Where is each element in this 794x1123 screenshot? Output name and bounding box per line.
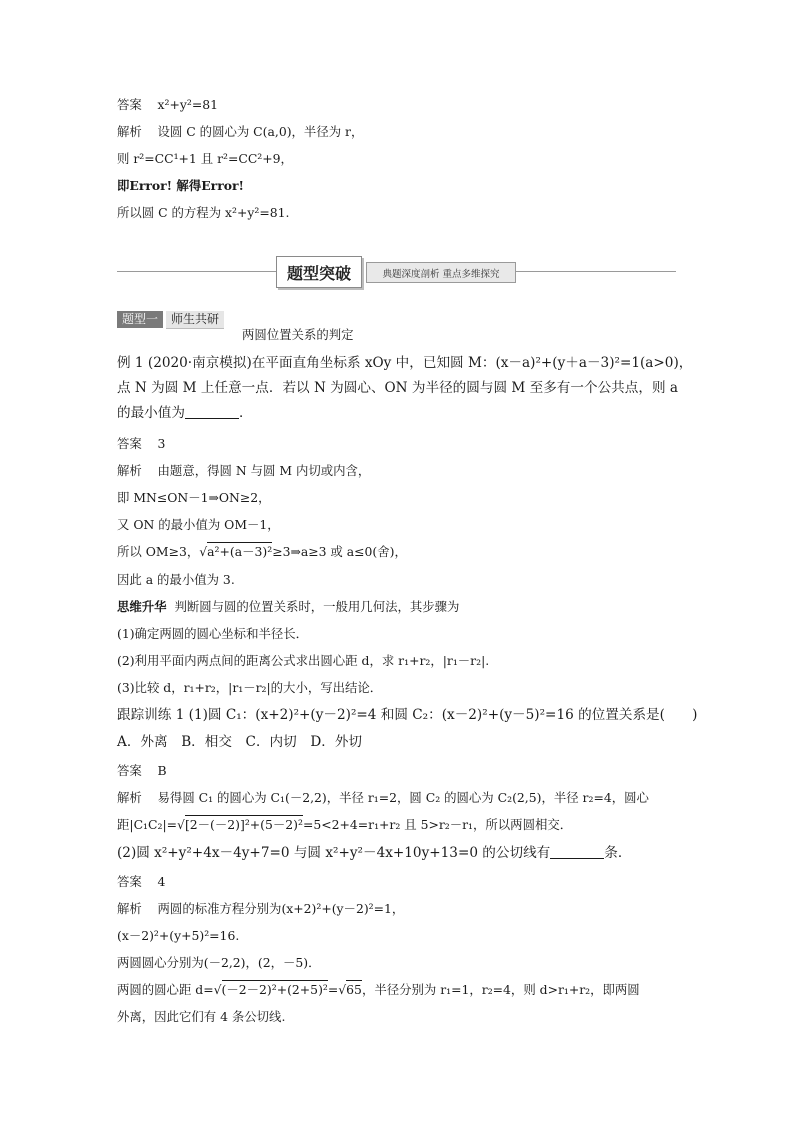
question2-text: (2)圆 x²+y²+4x－4y+7=0 与圆 x²+y²－4x+10y+13=0 的公切线有	[117, 845, 551, 861]
tip-step-1: (1)确定两圆的圆心坐标和半径长．	[117, 626, 309, 641]
answer-formula: x²+y²=81	[157, 97, 218, 112]
analysis-4-post: ≥3⇒a≥3 或 a≤0(舍)，	[272, 544, 407, 559]
analysis-line-3: 即Error! 解得Error!	[117, 178, 244, 193]
analysis-line-1	[117, 123, 697, 141]
practice1-question1: 跟踪训练 1 (1)圆 C₁：(x+2)²+(y－2)²=4 和圆 C₂：(x－2)²+(y－5)²=16 的位置关系是( )	[117, 707, 698, 723]
example1-line3-end: ．	[238, 405, 253, 421]
answer-label: 答案	[117, 874, 142, 889]
solution-4-post: ，半径分别为 r₁=1，r₂=4，则 d>r₁+r₂，即两圆	[361, 982, 640, 997]
solution-text: 两圆的标准方程分别为(x+2)²+(y－2)²=1，	[157, 901, 405, 916]
analysis-label: 解析	[117, 901, 142, 916]
section-tag-sub: 师生共研	[166, 311, 224, 329]
answer-value: 3	[157, 436, 166, 451]
tip-line	[117, 598, 697, 616]
practice1-solution-5: 外离，因此它们有 4 条公切线.	[117, 1009, 286, 1024]
practice1-analysis-1	[117, 789, 697, 807]
practice1-options: A．外离 B．相交 C．内切 D．外切	[117, 734, 363, 750]
example1-analysis-1	[117, 462, 697, 480]
radical-expression: a²+(a－3)²	[207, 544, 273, 559]
answer-blank	[185, 406, 239, 419]
analysis-line-4: 所以圆 C 的方程为 x²+y²=81.	[117, 205, 290, 220]
tip-text: 判断圆与圆的位置关系时，一般用几何法，其步骤为	[174, 599, 460, 614]
example1-answer	[117, 435, 697, 453]
example1-analysis-3: 又 ON 的最小值为 OM－1，	[117, 517, 280, 532]
tip-label: 思维升华	[117, 599, 167, 614]
analysis-label: 解析	[117, 124, 142, 139]
practice1-analysis-2: 距|C₁C₂|=√[2－(－2)]²+(5－2)²=5<2+4=r₁+r₂ 且 5>r₂－r₁，所以两圆相交．	[117, 817, 573, 832]
analysis-2-post: =5<2+4=r₁+r₂ 且 5>r₂－r₁，所以两圆相交．	[302, 817, 573, 832]
example1-analysis-4: 所以 OM≥3，√a²+(a－3)²≥3⇒a≥3 或 a≤0(舍)，	[117, 544, 407, 559]
practice1-solution-3: 两圆圆心分别为(－2,2)，(2，－5)．	[117, 955, 321, 970]
practice1-question2	[117, 844, 697, 862]
analysis-text: 设圆 C 的圆心为 C(a,0)，半径为 r，	[157, 124, 364, 139]
banner-title: 题型突破	[276, 256, 362, 288]
practice1-answer2	[117, 873, 697, 891]
question2-end: 条．	[604, 845, 632, 861]
analysis-text: 易得圆 C₁ 的圆心为 C₁(－2,2)，半径 r₁=2，圆 C₂ 的圆心为 C₂(2,5)，半径 r₂=4，圆心	[157, 790, 649, 805]
banner-rule-left	[117, 271, 276, 272]
practice1-solution-2: (x－2)²+(y+5)²=16.	[117, 928, 240, 943]
answer-label: 答案	[117, 763, 142, 778]
practice1-solution-4: 两圆的圆心距 d=√(－2－2)²+(2+5)²=√65，半径分别为 r₁=1，r₂=4，则 d>r₁+r₂，即两圆	[117, 982, 640, 997]
example1-line3-text: 的最小值为	[117, 405, 185, 421]
solution-4-mid: =	[327, 982, 339, 997]
practice1-answer1	[117, 762, 697, 780]
example1-line2: 点 N 为圆 M 上任意一点．若以 N 为圆心、ON 为半径的圆与圆 M 至多有一个公共点，则 a	[117, 380, 678, 396]
analysis-label: 解析	[117, 790, 142, 805]
section-title: 两圆位置关系的判定	[242, 327, 354, 342]
radical-expression: (－2－2)²+(2+5)²	[221, 982, 328, 997]
answer-value: B	[157, 763, 167, 778]
section-tag: 题型一	[117, 311, 163, 328]
answer-label: 答案	[117, 97, 142, 112]
answer-blank	[550, 846, 604, 859]
analysis-label: 解析	[117, 463, 142, 478]
answer-label: 答案	[117, 436, 142, 451]
solution-4-pre: 两圆的圆心距 d=	[117, 982, 214, 997]
example1-lead: 例 1 (2020·南京模拟)在平面直角坐标系 xOy 中，已知圆 M：(x－a)²+(y＋a－3)²=1(a>0)，	[117, 355, 693, 371]
radical-expression: [2－(－2)]²+(5－2)²	[184, 817, 303, 832]
tip-step-2: (2)利用平面内两点间的距离公式求出圆心距 d，求 r₁+r₂，|r₁－r₂|.	[117, 653, 490, 668]
banner-subtitle: 典题深度剖析 重点多维探究	[366, 262, 516, 283]
analysis-text: 由题意，得圆 N 与圆 M 内切或内含，	[157, 463, 371, 478]
analysis-4-pre: 所以 OM≥3，	[117, 544, 200, 559]
tip-step-3: (3)比较 d，r₁+r₂，|r₁－r₂|的大小，写出结论．	[117, 680, 383, 695]
example1-analysis-5: 因此 a 的最小值为 3.	[117, 572, 235, 587]
analysis-2-pre: 距|C₁C₂|=	[117, 817, 178, 832]
answer-value: 4	[157, 874, 166, 889]
example1-analysis-2: 即 MN≤ON－1⇒ON≥2，	[117, 490, 271, 505]
practice1-solution-1	[117, 900, 697, 918]
radical-expression-2: 65	[346, 982, 362, 997]
banner-rule-right	[515, 271, 676, 272]
answer-line	[117, 96, 697, 114]
example1-line3	[117, 404, 697, 422]
analysis-line-2: 则 r²=CC¹+1 且 r²=CC²+9，	[117, 151, 293, 166]
